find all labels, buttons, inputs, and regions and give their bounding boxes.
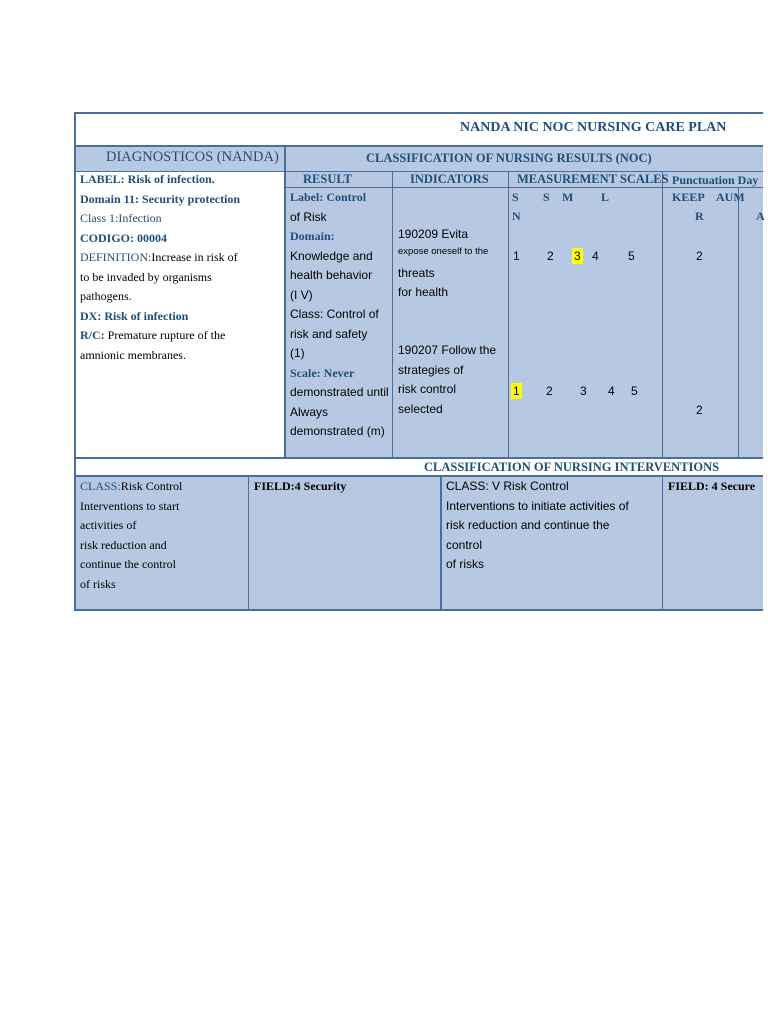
grid-line xyxy=(248,476,249,610)
nanda-rc-value: Premature rupture of the xyxy=(104,328,226,342)
result-line: demonstrated (m) xyxy=(290,424,385,438)
nic-description-line: Interventions to initiate activities of xyxy=(446,498,629,513)
grid-line xyxy=(508,172,509,458)
grid-line xyxy=(662,172,663,458)
punctuation-keep: KEEP xyxy=(672,190,705,204)
grid-line xyxy=(74,112,76,611)
scale-value-selected: 3 xyxy=(574,249,581,263)
result-line: health behavior xyxy=(290,268,373,282)
nanda-definition-key: DEFINITION: xyxy=(80,250,152,264)
scale-value: 1 xyxy=(513,249,520,263)
nic-field-2: FIELD: 4 Secure xyxy=(668,479,756,493)
grid-line xyxy=(74,609,763,611)
punctuation-value: 2 xyxy=(696,249,703,263)
punctuation-header: Punctuation Day xyxy=(672,173,759,187)
nanda-label: LABEL: Risk of infection. xyxy=(80,172,215,186)
result-line: demonstrated until xyxy=(290,385,389,399)
nic-header: CLASSIFICATION OF NURSING INTERVENTIONS xyxy=(424,460,720,474)
punctuation-value: 2 xyxy=(696,403,703,417)
nanda-definition-line: pathogens. xyxy=(80,289,132,303)
grid-line xyxy=(284,145,286,458)
nanda-class-value: Infection xyxy=(118,211,162,225)
noc-header: CLASSIFICATION OF NURSING RESULTS (NOC) xyxy=(366,151,652,165)
indicators-header: INDICATORS xyxy=(410,172,489,186)
nic-class-2: CLASS: V Risk Control xyxy=(446,479,569,493)
nanda-domain: Domain 11: Security protection xyxy=(80,191,241,206)
nanda-definition xyxy=(80,248,240,268)
scale-value: 3 xyxy=(580,384,587,398)
page-title: NANDA NIC NOC NURSING CARE PLAN xyxy=(460,120,727,135)
result-domain: Domain: xyxy=(290,229,335,243)
nanda-definition-value: Increase in risk of xyxy=(151,250,238,264)
nic-class xyxy=(80,477,182,497)
scale-value: 2 xyxy=(547,249,554,263)
grid-line xyxy=(74,457,763,459)
punctuation-a: A xyxy=(756,209,765,223)
scale-letter-m: M xyxy=(562,190,574,204)
indicator-2c: risk control xyxy=(398,382,457,396)
grid-line xyxy=(738,188,739,458)
nic-class-line: of risks xyxy=(80,576,116,591)
scale-letter-n: N xyxy=(512,209,521,223)
nanda-rc-key: R/C: xyxy=(80,328,105,342)
indicator-2b: strategies of xyxy=(398,362,464,377)
result-line: risk and safety xyxy=(290,326,368,341)
result-line: (1) xyxy=(290,346,305,360)
nic-class-line: activities of xyxy=(80,518,137,532)
result-line: Knowledge and xyxy=(290,248,373,263)
grid-line xyxy=(74,145,763,147)
grid-line xyxy=(440,476,442,610)
scale-value: 5 xyxy=(628,249,635,263)
result-line: Always xyxy=(290,404,329,419)
nanda-dx: DX: Risk of infection xyxy=(80,308,189,323)
scale-value-selected: 1 xyxy=(513,384,520,398)
indicator-2 xyxy=(398,341,496,419)
indicator-1d: for health xyxy=(398,285,449,299)
nic-class-line: continue the control xyxy=(80,557,176,571)
punctuation-r: R xyxy=(695,209,704,223)
result-header: RESULT xyxy=(303,172,352,186)
scale-value: 2 xyxy=(546,384,553,398)
nic-class-line: risk reduction and xyxy=(80,537,167,552)
result-line: (I V) xyxy=(290,287,313,302)
nanda-class-key: Class 1: xyxy=(80,211,119,225)
scales-header: MEASUREMENT SCALES xyxy=(517,172,669,186)
scale-value: 4 xyxy=(608,384,615,398)
diagnosticos-header: DIAGNOSTICOS (NANDA) xyxy=(106,149,279,165)
indicator-1b: expose oneself to the xyxy=(398,246,489,257)
nanda-rc xyxy=(80,326,240,346)
nic-description-line: of risks xyxy=(446,557,485,571)
result-line: of Risk xyxy=(290,209,327,224)
nic-class-value: Risk Control xyxy=(120,479,183,493)
scale-letter-s2: S xyxy=(543,190,550,204)
result-column xyxy=(290,188,389,442)
nic-description-line: risk reduction and continue the xyxy=(446,518,610,532)
punctuation-aum: AUM xyxy=(716,190,745,204)
nanda-column xyxy=(80,170,240,365)
scale-letter-s1: S xyxy=(512,190,519,204)
grid-line xyxy=(74,112,763,114)
result-line: Class: Control of xyxy=(290,307,379,321)
nic-description-column xyxy=(446,477,629,575)
scale-value: 4 xyxy=(592,249,599,263)
nic-class-column xyxy=(80,477,182,594)
scale-value: 5 xyxy=(631,384,638,398)
nic-field-1: FIELD:4 Security xyxy=(254,479,347,493)
scale-letter-l: L xyxy=(601,190,610,204)
nanda-codigo: CODIGO: 00004 xyxy=(80,230,167,245)
indicator-2a: 190207 Follow the xyxy=(398,343,497,357)
result-scale: Scale: Never xyxy=(290,365,355,380)
grid-line xyxy=(392,172,393,458)
result-label: Label: Control xyxy=(290,190,367,204)
nanda-class xyxy=(80,209,240,229)
nanda-definition-line: to be invaded by organisms xyxy=(80,269,212,284)
indicator-1a: 190209 Evita xyxy=(398,227,469,241)
nic-description-line: control xyxy=(446,537,483,552)
nic-class-key: CLASS: xyxy=(80,479,121,493)
nic-class-line: Interventions to start xyxy=(80,498,180,513)
indicator-1c: threats xyxy=(398,266,435,280)
nanda-rc-line: amnionic membranes. xyxy=(80,347,186,362)
indicator-2d: selected xyxy=(398,401,443,416)
grid-line xyxy=(662,476,663,610)
